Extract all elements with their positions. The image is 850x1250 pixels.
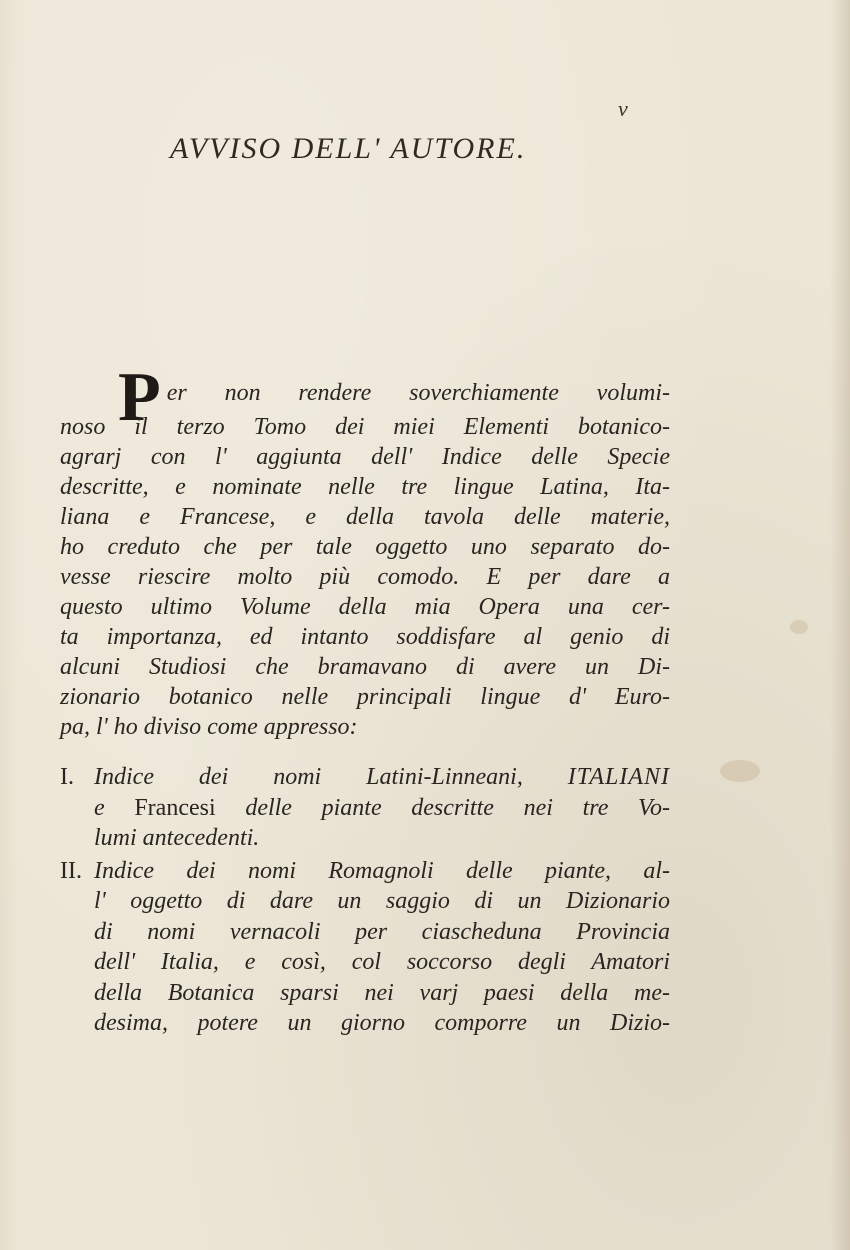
drop-cap: P <box>118 359 161 436</box>
text-line: pa, l' ho diviso come appresso: <box>60 714 358 740</box>
text-line: ho creduto che per tale oggetto uno separato do- <box>60 534 670 560</box>
text-line: questo ultimo Volume della mia Opera una cer- <box>60 594 670 620</box>
paper-stain <box>720 760 760 782</box>
list-numeral: II. <box>60 857 82 884</box>
index-list <box>60 762 670 1039</box>
text-span: ITALIANI <box>567 764 670 790</box>
text-line: Indice dei nomi Romagnoli delle piante, al- <box>94 857 670 884</box>
text-span: delle piante descritte nei tre Vo- <box>245 794 671 821</box>
text-line <box>94 793 670 824</box>
text-line: lumi antecedenti. <box>94 825 260 851</box>
text-line: dell' Italia, e così, col soccorso degli Amatori <box>94 949 670 975</box>
intro-paragraph <box>60 359 670 742</box>
text-line: descritte, e nominate nelle tre lingue Latina, Ita- <box>60 474 670 500</box>
list-item-text <box>94 762 670 854</box>
text-line: vesse riescire molto più comodo. E per dare a <box>60 564 670 590</box>
text-line <box>94 762 670 793</box>
list-numeral: I. <box>60 764 74 790</box>
list-item <box>60 856 670 1039</box>
text-span: e <box>94 794 105 821</box>
text-line: liana e Francese, e della tavola delle materie, <box>60 504 670 530</box>
text-line: l' oggetto di dare un saggio di un Dizionario <box>94 888 670 914</box>
list-item <box>60 762 670 854</box>
paper-stain <box>790 620 808 634</box>
text-line: agrarj con l' aggiunta dell' Indice delle Specie <box>60 444 670 470</box>
text-line: della Botanica sparsi nei varj paesi della me- <box>94 979 670 1006</box>
page-heading: AVVISO DELL' AUTORE. <box>170 132 527 165</box>
text-span: Francesi <box>134 794 216 821</box>
list-item-text <box>94 856 670 1039</box>
text-line: alcuni Studiosi che bramavano di avere un Di- <box>60 654 670 680</box>
text-line: desima, potere un giorno comporre un Dizio- <box>94 1010 670 1036</box>
text-span: Indice dei nomi Latini-Linneani, <box>94 764 523 790</box>
text-line: er non rendere soverchiamente volumi- <box>166 380 670 406</box>
text-line: ta importanza, ed intanto soddisfare al genio di <box>60 624 670 650</box>
text-line: noso il terzo Tomo dei miei Elementi botanico- <box>60 414 670 440</box>
text-line: di nomi vernacoli per ciascheduna Provincia <box>94 918 670 945</box>
text-line: zionario botanico nelle principali lingue d' Euro- <box>60 684 670 710</box>
page-number: v <box>618 96 628 121</box>
